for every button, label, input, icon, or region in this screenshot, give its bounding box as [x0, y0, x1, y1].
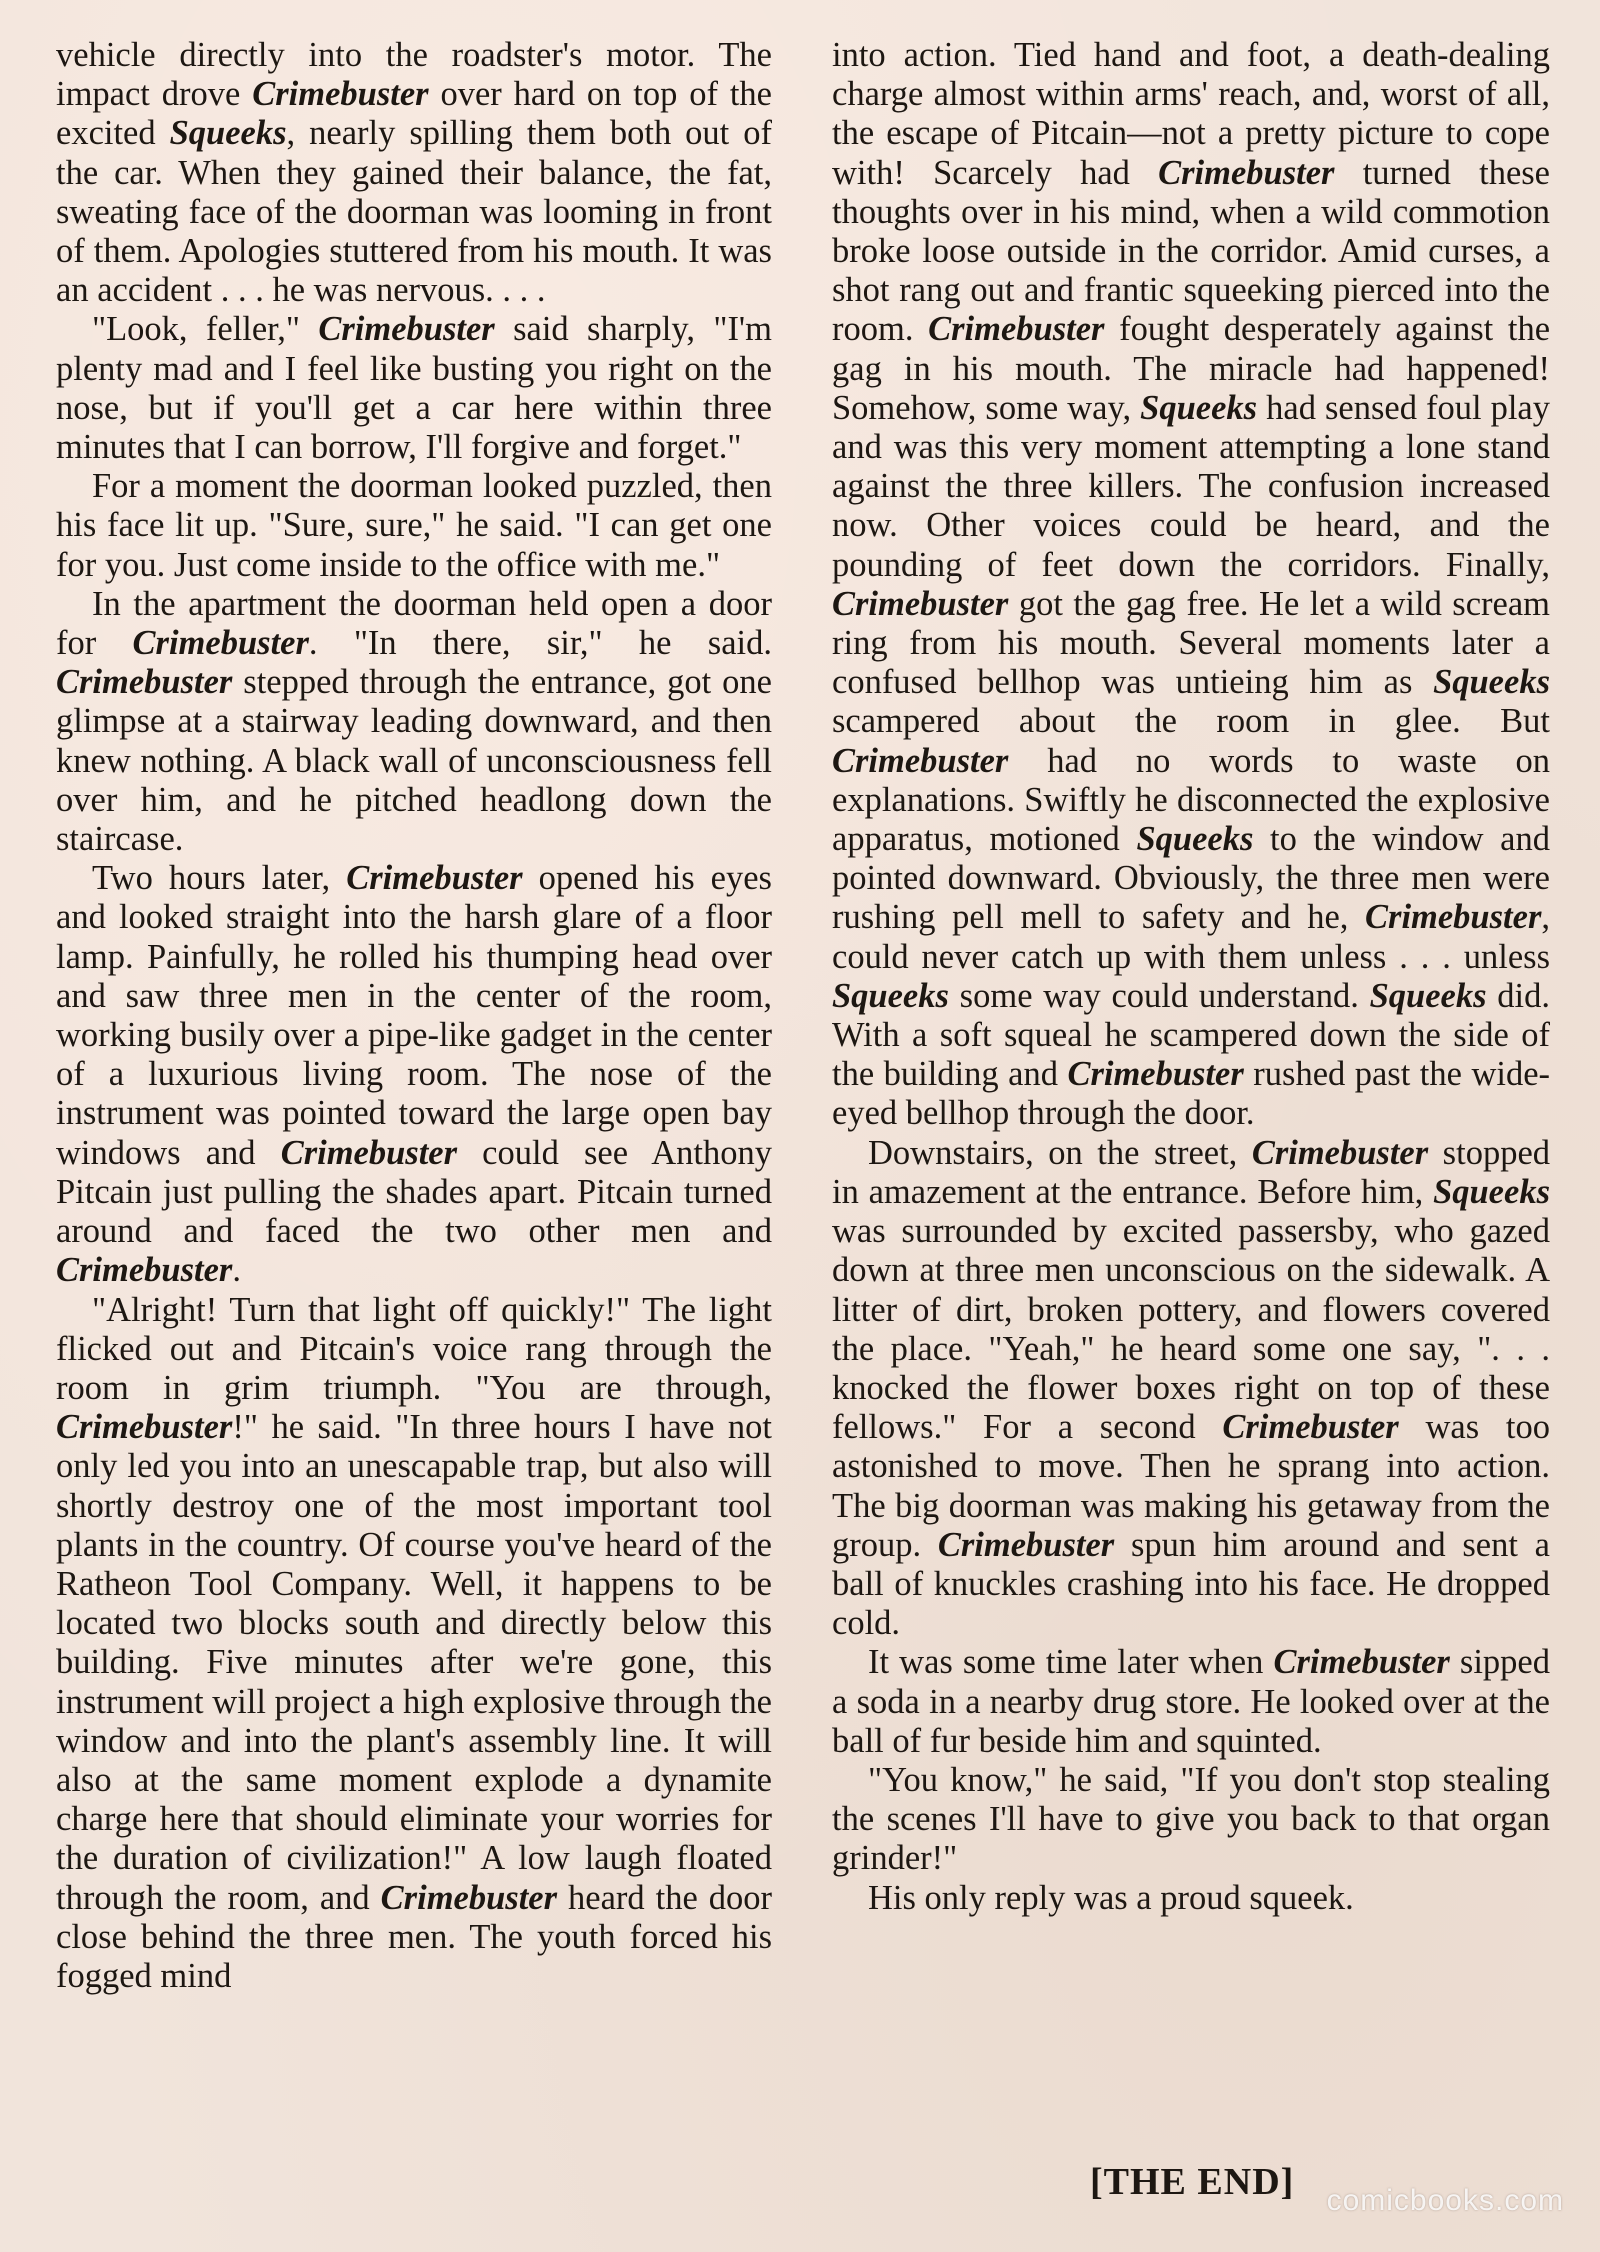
left-text-column: [56, 36, 772, 1996]
paragraph: into action. Tied hand and foot, a death-dealing charge almost within arms' reach, and, worst of all, the escape of Pitcain—not a pretty picture to cope with! Scarcely had Crimebuster turned these thoughts over in his mind, when a wild commotion broke loose outside in the corridor. Amid curses, a shot rang out and frantic squeeking pierced into the room. Crimebuster fought desperately against the gag in his mouth. The miracle had happened! Somehow, some way, Squeeks had sensed foul play and was this very moment attempting a lone stand against the three killers. The confusion increased now. Other voices could be heard, and the pounding of feet down the corridors. Finally, Crimebuster got the gag free. He let a wild scream ring from his mouth. Several moments later a confused bellhop was untieing him as Squeeks scampered about the room in glee. But Crimebuster had no words to waste on explanations. Swiftly he disconnected the explosive apparatus, motioned Squeeks to the window and pointed downward. Obviously, the three men were rushing pell mell to safety and he, Crimebuster, could never catch up with them unless . . . unless Squeeks some way could understand. Squeeks did. With a soft squeal he scampered down the side of the building and Crimebuster rushed past the wide-eyed bellhop through the door.: [832, 36, 1551, 1133]
paragraph: It was some time later when Crimebuster sipped a soda in a nearby drug store. He looked over at the ball of fur beside him and squinted.: [832, 1643, 1550, 1760]
the-end-label: [THE END]: [1090, 2161, 1295, 2203]
paragraph: For a moment the doorman looked puzzled, then his face lit up. "Sure, sure," he said. "I can get one for you. Just come inside to the office with me.": [56, 467, 772, 584]
right-text-column: [832, 36, 1550, 1918]
paragraph: In the apartment the doorman held open a door for Crimebuster. "In there, sir," he said. Crimebuster stepped through the entrance, got one glimpse at a stairway leading downward, and then knew nothing. A black wall of unconsciousness fell over him, and he pitched headlong down the staircase.: [56, 584, 772, 859]
paragraph: His only reply was a proud squeek.: [868, 1878, 1354, 1917]
paragraph: "Alright! Turn that light off quickly!" The light flicked out and Pitcain's voice rang through the room in grim triumph. "You are through, Crimebuster!" he said. "In three hours I have not only led you into an unescapable trap, but also will shortly destroy one of the most important tool plants in the country. Of course you've heard of the Ratheon Tool Company. Well, it happens to be located two blocks south and directly below this building. Five minutes after we're gone, this instrument will project a high explosive through the window and into the plant's assembly line. It will also at the same moment explode a dynamite charge here that should eliminate your worries for the duration of civilization!" A low laugh floated through the room, and Crimebuster heard the door close behind the three men. The youth forced his fogged mind: [56, 1290, 772, 1995]
paragraph: "Look, feller," Crimebuster said sharply, "I'm plenty mad and I feel like busting you right on the nose, but if you'll get a car here within three minutes that I can borrow, I'll forgive and forget.": [56, 310, 772, 467]
paragraph: Two hours later, Crimebuster opened his eyes and looked straight into the harsh glare of a floor lamp. Painfully, he rolled his thumping head over and saw three men in the center of the room, working busily over a pipe-like gadget in the center of a luxurious living room. The nose of the instrument was pointed toward the large open bay windows and Crimebuster could see Anthony Pitcain just pulling the shades apart. Pitcain turned around and faced the two other men and Crimebuster.: [56, 859, 773, 1290]
site-watermark: comicbooks.com: [1326, 2184, 1564, 2217]
paragraph: vehicle directly into the roadster's motor. The impact drove Crimebuster over hard on top of the excited Squeeks, nearly spilling them both out of the car. When they gained their balance, the fat, sweating face of the doorman was looming in front of them. Apologies stuttered from his mouth. It was an accident . . . he was nervous. . . .: [56, 36, 773, 310]
paragraph: Downstairs, on the street, Crimebuster stopped in amazement at the entrance. Before him, Squeeks was surrounded by excited passersby, who gazed down at three men unconscious on the sidewalk. A litter of dirt, broken pottery, and flowers covered the place. "Yeah," he heard some one say, ". . . knocked the flower boxes right on top of these fellows." For a second Crimebuster was too astonished to move. Then he sprang into action. The big doorman was making his getaway from the group. Crimebuster spun him around and sent a ball of knuckles crashing into his face. He dropped cold.: [832, 1133, 1551, 1643]
paragraph: "You know," he said, "If you don't stop stealing the scenes I'll have to give you back to that organ grinder!": [832, 1760, 1550, 1878]
